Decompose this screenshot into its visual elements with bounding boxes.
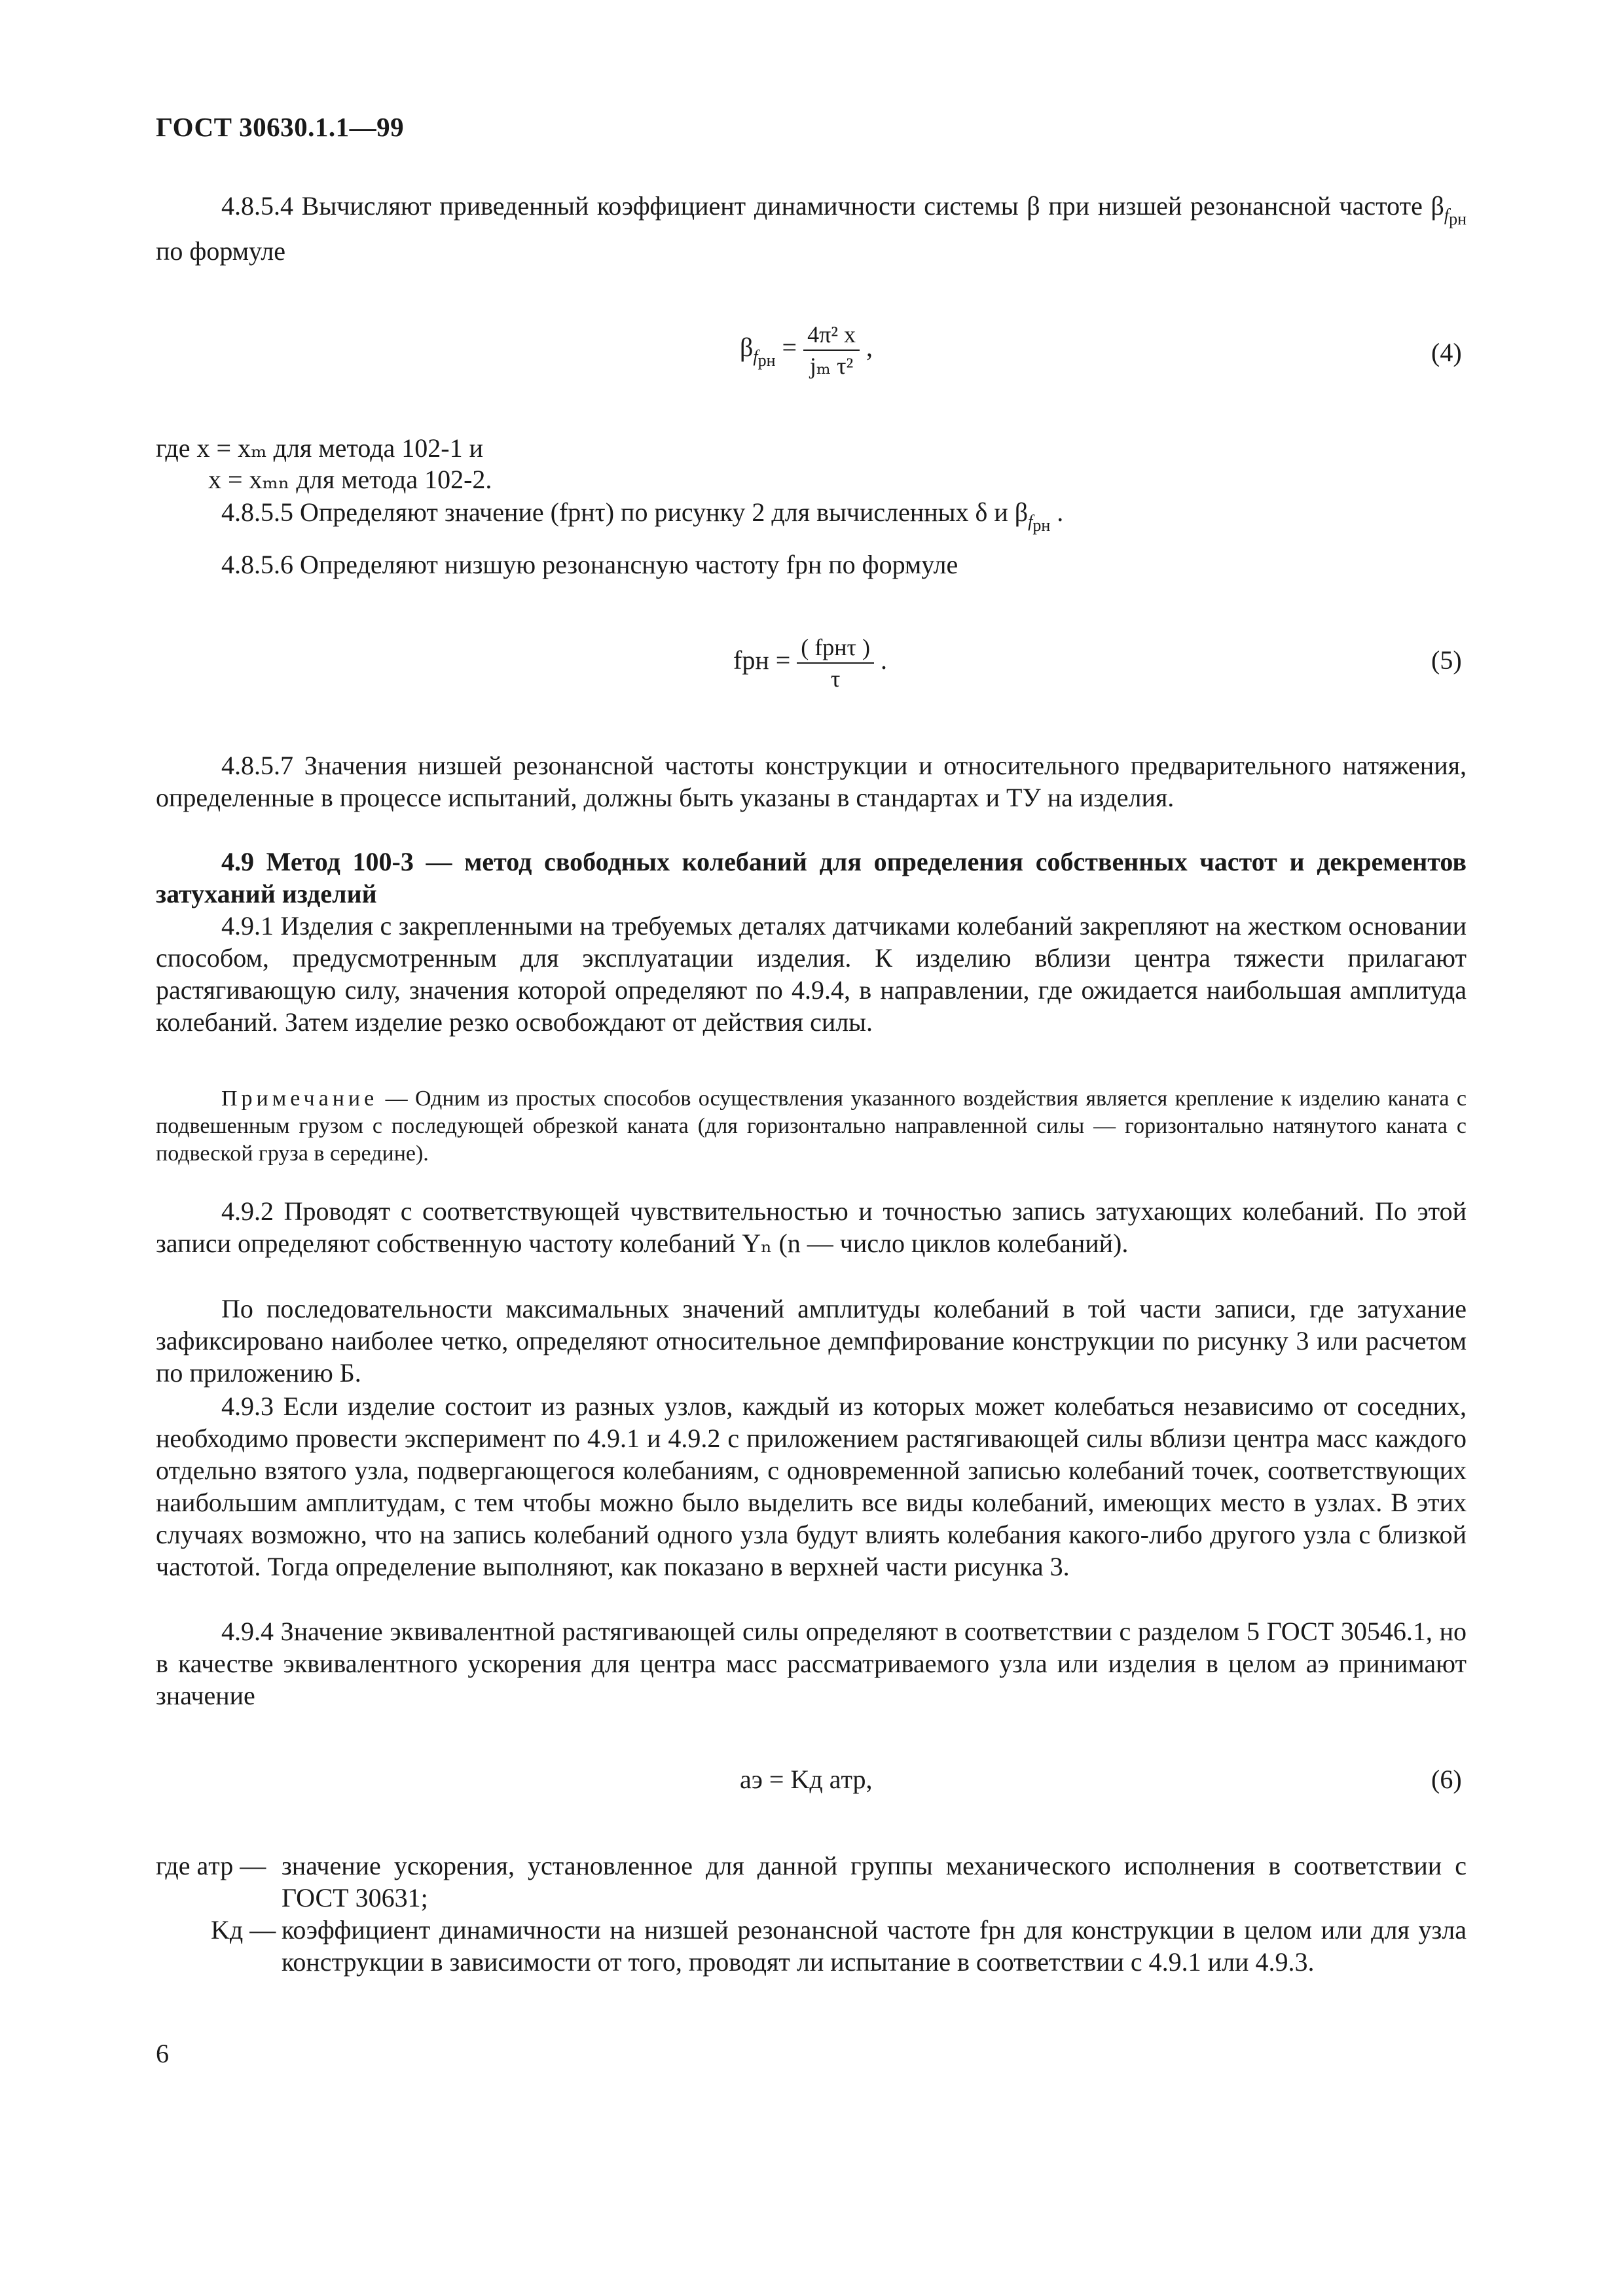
formula-4-fraction (803, 321, 860, 380)
paragraph-4-9-2-text: 4.9.2 Проводят с соответствующей чувствительностью и точностью запись затухающих колебаний. По этой записи определяют собственную частоту колебаний Yₙ (n — число циклов колебаний). (156, 1196, 1467, 1258)
paragraph-4-8-5-7-text: 4.8.5.7 Значения низшей резонансной частоты конструкции и относительного предварительного натяжения, определенные в процессе испытаний, должны быть указаны в стандартах и ТУ на изделия. (156, 751, 1467, 812)
paragraph-4-8-5-5-text: 4.8.5.5 Определяют значение (fрнτ) по рисунку 2 для вычисленных δ и β (221, 497, 1029, 527)
where-line-1: где x = xₘ для метода 102-1 и (156, 433, 484, 463)
paragraph-4-8-5-5: 4.8.5.5 Определяют значение (fрнτ) по рисунку 2 для вычисленных δ и $\beta_{f_{рн}}$ . (221, 497, 1064, 535)
note-text: — Одним из простых способов осуществления указанного воздействия является крепление к изделию каната с подвешенным грузом с последующей обрезкой каната (для горизонтально направленной силы — горизонтально натянутого каната с подвеской груза в середине). (156, 1086, 1467, 1166)
paragraph-4-9-3-text: 4.9.3 Если изделие состоит из разных узлов, каждый из которых может колебаться независимо от соседних, необходимо провести эксперимент по 4.9.1 и 4.9.2 с приложением растягивающей силы вблизи центра масс каждого отдельно взятого узла, подвергающегося колебаниям, с одновременной записью колебаний точек, соответствующих наибольшим амплитудам, с тем чтобы можно было выделить все виды колебаний, имеющих место в узлах. В этих случаях возможно, что на запись колебаний одного узла будут влиять колебания какого-либо другого узла с близкой частотой. Тогда определение выполняют, как показано в верхней части рисунка 3. (156, 1391, 1467, 1581)
paragraph-4-9-4 (156, 1615, 1467, 1712)
definition-text-k-d: коэффициент динамичности на низшей резонансной частоте fрн для конструкции в целом или для узла конструкции в зависимости от того, проводят ли испытание в соответствии с 4.9.1 или 4.9.3. (282, 1915, 1467, 1977)
definition-term-a-tr: где aтр — (156, 1851, 266, 1880)
paragraph-4-9-2 (156, 1195, 1467, 1259)
paragraph-4-8-5-6 (156, 548, 1467, 581)
page-number: 6 (156, 2039, 169, 2068)
section-heading-4-9 (156, 846, 1467, 910)
paragraph-4-8-5-4: 4.8.5.4 Вычисляют приведенный коэффициент динамичности системы β при низшей резонансной частоте $\beta_{f_{рн}}$ по формуле (156, 191, 1467, 266)
paragraph-4-8-5-4-tail: по формуле (156, 236, 285, 266)
formula-5: fрн = $\frac{\text{( fрнτ )}}{\tau}$ . (733, 634, 887, 692)
formula-4-numerator: 4π² x (803, 321, 860, 351)
formula-4-denominator: jₘ τ² (809, 353, 854, 379)
paragraph-4-9-1 (156, 910, 1467, 1038)
document-header: ГОСТ 30630.1.1—99 (156, 112, 405, 142)
paragraph-4-8-5-4-text: 4.8.5.4 Вычисляют приведенный коэффициент динамичности системы β при низшей резонансной частоте β (221, 191, 1444, 221)
definition-term-k-d: Kд — (211, 1915, 276, 1945)
definition-text-a-tr: значение ускорения, установленное для данной группы механического исполнения в соответствии с ГОСТ 30631; (282, 1851, 1467, 1912)
paragraph-4-8-5-7 (156, 749, 1467, 814)
paragraph-4-9-2-b (156, 1293, 1467, 1389)
formula-6: aэ = Kд aтр, (740, 1765, 873, 1794)
where-line-2: x = xₘₙ для метода 102-2. (208, 465, 492, 494)
paragraph-4-9-2-b-text: По последовательности максимальных значений амплитуды колебаний в той части записи, где затухание зафиксировано наиболее четко, определяют относительное демпфирование конструкции по рисунку 3 или расчетом по приложению Б. (156, 1294, 1467, 1388)
note-label: Примечание (221, 1086, 378, 1111)
paragraph-4-9-4-text: 4.9.4 Значение эквивалентной растягивающей силы определяют в соответствии с разделом 5 ГОСТ 30546.1, но в качестве эквивалентного ускорения для центра масс рассматриваемого узла или изделия в целом aэ принимают значение (156, 1617, 1467, 1710)
equation-number-6: (6) (1431, 1765, 1462, 1794)
formula-5-fraction (797, 634, 874, 692)
formula-4: $\beta_{f_{рн}}$ = $\frac{\text{4π² x}}{\text{jₘ τ²}}$ , (740, 321, 873, 379)
equation-number-4: (4) (1431, 338, 1462, 367)
formula-5-denominator: τ (830, 666, 841, 692)
equation-number-5: (5) (1431, 645, 1462, 675)
formula-4-lhs: β (740, 332, 754, 363)
section-heading-4-9-text: 4.9 Метод 100-3 — метод свободных колебаний для определения собственных частот и декрементов затуханий изделий (156, 847, 1467, 908)
paragraph-4-8-5-6-text: 4.8.5.6 Определяют низшую резонансную частоту fрн по формуле (221, 550, 958, 579)
paragraph-4-9-3 (156, 1390, 1467, 1583)
formula-5-numerator: ( fрнτ ) (797, 634, 874, 664)
paragraph-4-9-1-text: 4.9.1 Изделия с закрепленными на требуемых деталях датчиками колебаний закрепляют на жестком основании способом, предусмотренным для эксплуатации изделия. К изделию вблизи центра тяжести прилагают растягивающую силу, значения которой определяют по 4.9.4, в направлении, где ожидается наибольшая амплитуда колебаний. Затем изделие резко освобождают от действия силы. (156, 911, 1467, 1037)
formula-5-lhs: fрн = (733, 645, 791, 675)
note-block (156, 1085, 1467, 1168)
